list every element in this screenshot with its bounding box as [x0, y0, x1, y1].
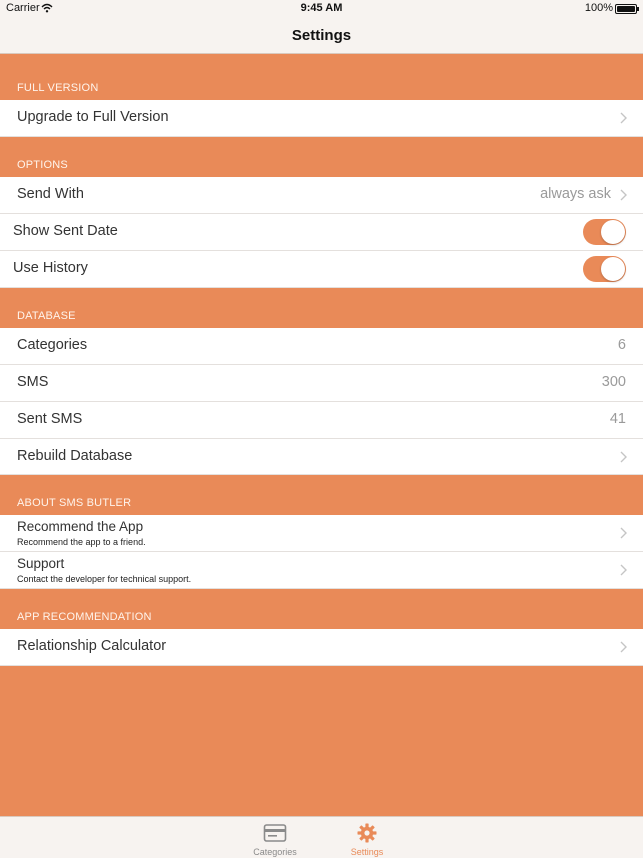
- tab-label: Categories: [253, 847, 297, 857]
- sms-count-value: 300: [601, 374, 626, 390]
- row-label: Show Sent Date: [13, 223, 118, 239]
- show-sent-date-toggle[interactable]: [583, 219, 626, 245]
- navigation-bar: [0, 18, 643, 54]
- sms-count-row: [0, 365, 643, 402]
- tab-settings[interactable]: [332, 817, 402, 858]
- row-label: Upgrade to Full Version: [17, 109, 169, 125]
- sent-sms-count-row: [0, 402, 643, 439]
- section-header-about: ABOUT SMS BUTLER: [17, 497, 132, 509]
- tab-label: Settings: [350, 847, 384, 857]
- row-subtitle: Recommend the app to a friend.: [17, 537, 146, 547]
- row-label: Use History: [13, 260, 88, 276]
- row-label: Relationship Calculator: [17, 638, 167, 654]
- row-label: Send With: [17, 186, 84, 202]
- show-sent-date-row: [0, 214, 643, 251]
- row-label: Rebuild Database: [17, 448, 133, 464]
- relationship-calculator-row[interactable]: [0, 629, 643, 666]
- row-title: Support: [17, 556, 65, 571]
- recommend-app-row[interactable]: [0, 515, 643, 552]
- categories-count-row: [0, 328, 643, 365]
- chevron-right-icon: [620, 564, 628, 576]
- status-time: 9:45 AM: [300, 2, 343, 14]
- rebuild-database-row[interactable]: [0, 439, 643, 475]
- toggle-knob: [601, 220, 625, 244]
- tab-bar: [0, 816, 643, 858]
- chevron-right-icon: [620, 451, 628, 463]
- send-with-value: always ask: [540, 186, 611, 202]
- section-header-database: DATABASE: [17, 310, 76, 322]
- status-bar: [0, 0, 643, 18]
- use-history-toggle[interactable]: [583, 256, 626, 282]
- sent-sms-count-value: 41: [609, 411, 626, 427]
- page-title: Settings: [291, 27, 352, 44]
- chevron-right-icon: [620, 189, 628, 201]
- section-header-options: OPTIONS: [17, 159, 68, 171]
- gear-icon: [355, 823, 379, 843]
- battery-icon: [615, 4, 637, 14]
- row-label: Sent SMS: [17, 411, 83, 427]
- categories-count-value: 6: [617, 337, 626, 353]
- row-subtitle: Contact the developer for technical support.: [17, 574, 192, 584]
- row-label: Categories: [17, 337, 88, 353]
- section-header-full-version: FULL VERSION: [17, 82, 99, 94]
- support-row[interactable]: [0, 552, 643, 589]
- chevron-right-icon: [620, 641, 628, 653]
- upgrade-full-version-row[interactable]: [0, 100, 643, 137]
- chevron-right-icon: [620, 527, 628, 539]
- use-history-row: [0, 251, 643, 288]
- section-header-app-recommendation: APP RECOMMENDATION: [17, 611, 152, 623]
- send-with-row[interactable]: [0, 177, 643, 214]
- carrier-label: Carrier: [6, 2, 40, 14]
- toggle-knob: [601, 257, 625, 281]
- chevron-right-icon: [620, 112, 628, 124]
- battery-percentage: 100%: [584, 2, 613, 14]
- categories-card-icon: [263, 823, 287, 843]
- row-title: Recommend the App: [17, 519, 144, 534]
- tab-categories[interactable]: [240, 817, 310, 858]
- row-label: SMS: [17, 374, 49, 390]
